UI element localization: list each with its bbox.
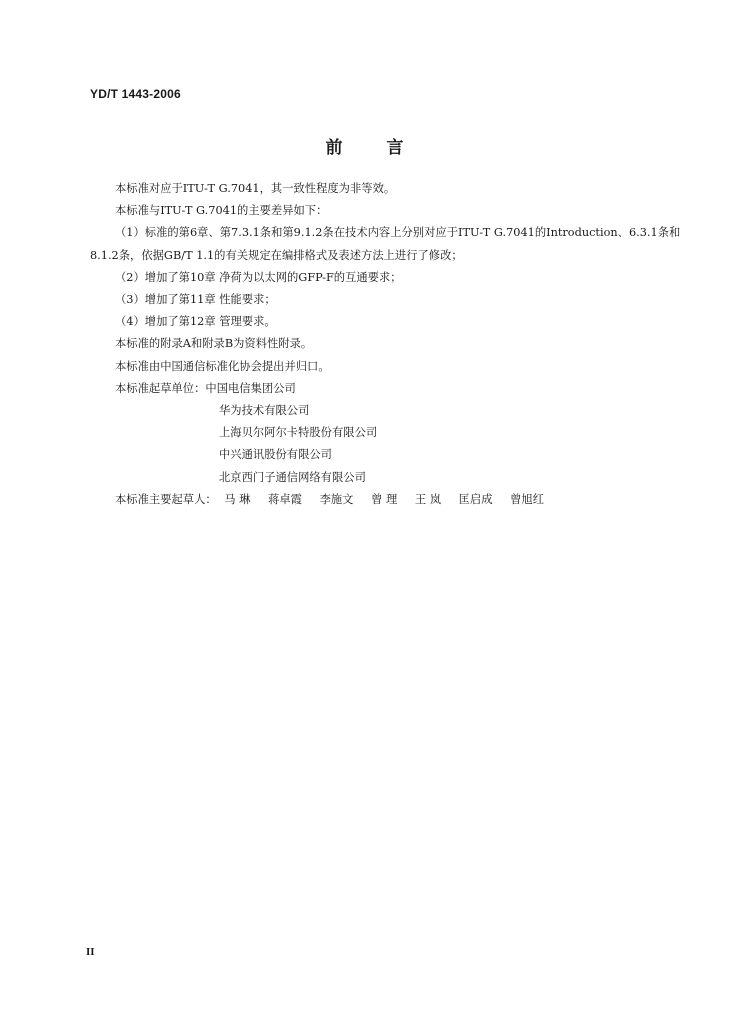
drafting-unit: 华为技术有限公司 <box>219 404 310 418</box>
drafting-unit: 上海贝尔阿尔卡特股份有限公司 <box>219 426 378 440</box>
drafter-name: 匡启成 <box>458 492 493 506</box>
drafters-label: 本标准主要起草人： <box>115 492 217 506</box>
drafter-name: 蒋卓霞 <box>268 492 302 506</box>
paragraph-appendix: 本标准的附录A和附录B为资料性附录。 <box>115 337 313 351</box>
paragraph-difference-1: （1）标准的第6章、第7.3.1条和第9.1.2条在技术内容上分别对应于ITU-T G.7041的Introduction、6.3.1条和8.1.2条，依据GB/T 1.1的有关规定在编排格式及表述方法上进行了修改； <box>90 226 681 262</box>
drafters-line <box>90 489 690 511</box>
paragraph-differences-intro: 本标准与ITU-T G.7041的主要差异如下： <box>115 204 328 218</box>
document-body <box>90 178 690 511</box>
drafting-unit: 中国电信集团公司 <box>205 381 296 395</box>
drafting-unit: 中兴通讯股份有限公司 <box>219 448 332 462</box>
standard-code: YD/T 1443-2006 <box>90 87 181 101</box>
drafting-unit-line <box>90 378 690 400</box>
drafter-name: 曾 理 <box>371 492 398 506</box>
drafter-name: 马 琳 <box>224 492 251 506</box>
page-number: II <box>86 946 95 958</box>
page-title: 前言 <box>325 138 448 158</box>
paragraph-difference-2: （2）增加了第10章 净荷为以太网的GFP-F的互通要求； <box>115 270 402 284</box>
drafting-units-label: 本标准起草单位： <box>115 381 206 395</box>
paragraph-correspondence: 本标准对应于ITU-T G.7041，其一致性程度为非等效。 <box>115 182 396 195</box>
drafter-name: 曾旭红 <box>510 492 545 506</box>
paragraph-difference-3: （3）增加了第11章 性能要求； <box>115 293 276 307</box>
drafter-name: 王 岚 <box>414 492 442 506</box>
drafting-unit: 北京西门子通信网络有限公司 <box>219 470 366 484</box>
drafter-name: 李施文 <box>319 492 354 506</box>
paragraph-proposer: 本标准由中国通信标准化协会提出并归口。 <box>115 359 330 373</box>
paragraph-difference-4: （4）增加了第12章 管理要求。 <box>115 315 276 329</box>
